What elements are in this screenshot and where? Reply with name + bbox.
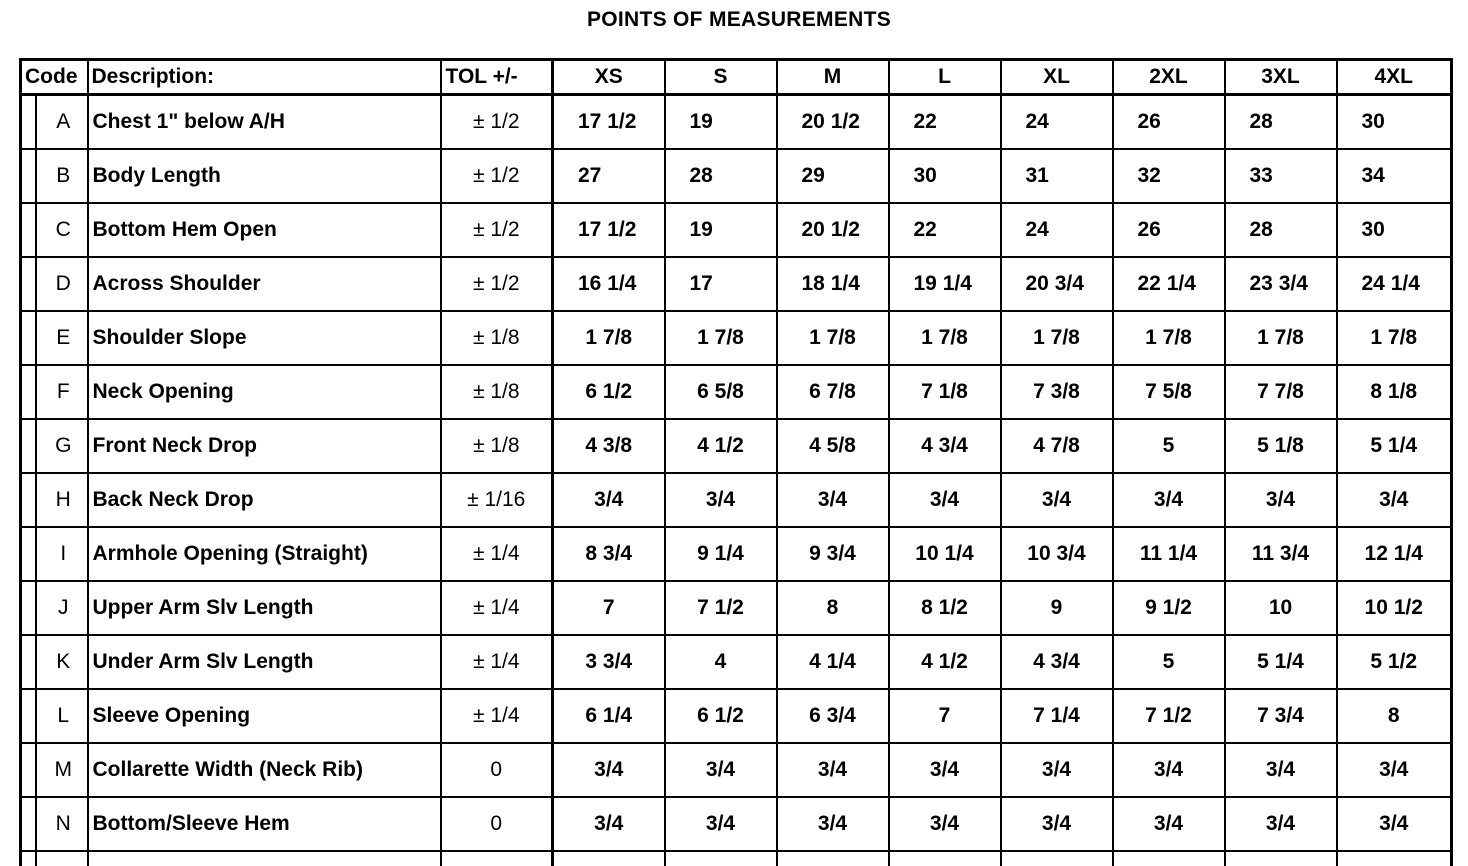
row-divider — [35, 366, 37, 418]
size-value-cell: 29 — [777, 149, 889, 203]
row-code — [21, 419, 88, 473]
row-tolerance: ± 1/8 — [441, 365, 553, 419]
size-value-cell: 3/4 — [1113, 473, 1225, 527]
header-description: Description: — [88, 60, 441, 95]
size-value-cell: 10 — [1225, 581, 1337, 635]
row-description: Bottom Hem Open — [88, 203, 441, 257]
size-value-cell: 3/4 — [1001, 743, 1113, 797]
row-divider — [35, 798, 37, 850]
row-code — [21, 95, 88, 150]
table-row — [21, 365, 1452, 419]
row-description: Upper Arm Slv Length — [88, 581, 441, 635]
row-code-letter: I — [60, 542, 67, 565]
size-value-cell: 4 3/4 — [889, 419, 1001, 473]
row-divider — [35, 204, 37, 256]
size-value-cell: 8 — [777, 581, 889, 635]
size-value-cell: 16 1/4 — [553, 257, 665, 311]
size-value-cell: 3/4 — [777, 797, 889, 851]
row-code-letter: N — [55, 812, 71, 835]
size-value-cell: 11 3/4 — [1225, 527, 1337, 581]
size-value-cell: 7 — [553, 581, 665, 635]
size-value-cell: 1 7/8 — [1225, 311, 1337, 365]
size-value-cell: 5 1/2 — [1337, 635, 1452, 689]
row-code-letter: A — [56, 110, 71, 133]
header-size-4xl: 4XL — [1337, 60, 1452, 95]
size-value-cell: 33 — [1225, 149, 1337, 203]
row-code — [21, 257, 88, 311]
row-tolerance: ± 1/4 — [441, 527, 553, 581]
row-code — [21, 527, 88, 581]
size-value-cell: 3/4 — [553, 473, 665, 527]
table-row — [21, 149, 1452, 203]
row-divider — [35, 474, 37, 526]
size-value-cell: 7 1/2 — [665, 581, 777, 635]
size-value-cell: 4 1/4 — [777, 635, 889, 689]
table-row — [21, 689, 1452, 743]
row-description: Across Shoulder — [88, 257, 441, 311]
size-value-cell: 4 7/8 — [1001, 419, 1113, 473]
row-divider — [35, 528, 37, 580]
row-code-letter: B — [56, 164, 71, 187]
size-value-cell: 4 5/8 — [777, 419, 889, 473]
row-divider — [35, 636, 37, 688]
size-value-cell: 19 — [665, 203, 777, 257]
size-value-cell: 8 3/4 — [553, 527, 665, 581]
row-description: Front Neck Drop — [88, 419, 441, 473]
table-row — [21, 311, 1452, 365]
size-value-cell: 3/4 — [1113, 797, 1225, 851]
row-tolerance: 0 — [441, 743, 553, 797]
size-value-cell: 18 1/4 — [777, 257, 889, 311]
size-value-cell: 4 3/8 — [553, 419, 665, 473]
size-value-cell: 3/4 — [1001, 473, 1113, 527]
row-description: Neck Opening — [88, 365, 441, 419]
size-value-cell: 17 — [665, 257, 777, 311]
size-value-cell: 24 1/4 — [1337, 257, 1452, 311]
size-value-cell: 19 — [665, 95, 777, 150]
size-value-cell: 22 1/4 — [1113, 257, 1225, 311]
size-value-cell: 1 7/8 — [1337, 311, 1452, 365]
size-value-cell: 20 1/2 — [777, 95, 889, 150]
size-value-cell: 3/4 — [665, 743, 777, 797]
size-value-cell: 32 — [1113, 149, 1225, 203]
table-row — [21, 473, 1452, 527]
row-code-letter: L — [57, 704, 70, 727]
table-row — [21, 581, 1452, 635]
page-title: POINTS OF MEASUREMENTS — [586, 8, 892, 31]
row-code — [21, 689, 88, 743]
header-code: Code — [21, 60, 88, 95]
row-description: Armhole Opening (Straight) — [88, 527, 441, 581]
row-code — [21, 473, 88, 527]
size-value-cell: 4 1/2 — [889, 635, 1001, 689]
table-row — [21, 743, 1452, 797]
size-value-cell: 6 1/2 — [665, 689, 777, 743]
size-value-cell: 6 1/4 — [553, 689, 665, 743]
table-row — [21, 203, 1452, 257]
measurement-table — [19, 58, 1453, 866]
table-row — [21, 419, 1452, 473]
row-code — [21, 203, 88, 257]
row-divider — [35, 150, 37, 202]
size-value-cell: 28 — [1225, 203, 1337, 257]
size-value-cell: 8 1/8 — [1337, 365, 1452, 419]
row-tolerance: ± 1/4 — [441, 635, 553, 689]
header-size-2xl: 2XL — [1113, 60, 1225, 95]
size-value-cell: 3/4 — [777, 743, 889, 797]
size-value-cell: 3/4 — [665, 473, 777, 527]
size-value-cell: 10 3/4 — [1001, 527, 1113, 581]
row-tolerance: ± 1/8 — [441, 419, 553, 473]
row-description: Shoulder Slope — [88, 311, 441, 365]
row-tolerance: 0 — [441, 797, 553, 851]
size-value-cell: 6 1/2 — [553, 365, 665, 419]
size-value-cell: 1 7/8 — [553, 311, 665, 365]
size-value-cell: 9 1/4 — [665, 527, 777, 581]
size-value-cell: 24 — [1001, 95, 1113, 150]
header-size-l: L — [889, 60, 1001, 95]
row-tolerance: ± 1/2 — [441, 203, 553, 257]
size-value-cell: 8 1/2 — [889, 581, 1001, 635]
row-description: Bottom/Sleeve Hem — [88, 797, 441, 851]
size-value-cell: 3/4 — [1113, 743, 1225, 797]
size-value-cell: 6 3/4 — [777, 689, 889, 743]
size-value-cell: 7 3/8 — [1001, 365, 1113, 419]
header-size-xs: XS — [553, 60, 665, 95]
row-description: Chest 1" below A/H — [88, 95, 441, 150]
size-value-cell: 11 1/4 — [1113, 527, 1225, 581]
row-code — [21, 311, 88, 365]
row-divider — [35, 582, 37, 634]
size-value-cell: 1 7/8 — [1113, 311, 1225, 365]
row-divider — [35, 744, 37, 796]
size-value-cell: 3/4 — [1225, 473, 1337, 527]
size-value-cell: 26 — [1113, 95, 1225, 150]
row-code-letter: C — [55, 218, 71, 241]
row-divider — [35, 312, 37, 364]
size-value-cell: 17 1/2 — [553, 203, 665, 257]
size-value-cell: 30 — [889, 149, 1001, 203]
size-value-cell: 5 — [1113, 635, 1225, 689]
size-value-cell: 7 5/8 — [1113, 365, 1225, 419]
row-tolerance: ± 1/16 — [441, 473, 553, 527]
size-value-cell: 4 3/4 — [1001, 635, 1113, 689]
header-tolerance: TOL +/- — [441, 60, 553, 95]
row-code-letter: F — [56, 380, 70, 403]
row-tolerance: ± 1/2 — [441, 149, 553, 203]
size-value-cell: 4 — [665, 635, 777, 689]
row-code-letter: E — [56, 326, 71, 349]
size-value-cell: 7 1/2 — [1113, 689, 1225, 743]
measurement-sheet — [19, 58, 1450, 866]
row-description: Back Neck Drop — [88, 473, 441, 527]
header-row — [21, 60, 1452, 95]
table-row — [21, 635, 1452, 689]
size-value-cell: 1 7/8 — [889, 311, 1001, 365]
table-row — [21, 95, 1452, 150]
size-value-cell: 3/4 — [889, 743, 1001, 797]
size-value-cell: 3/4 — [1337, 473, 1452, 527]
size-value-cell: 3/4 — [889, 473, 1001, 527]
row-description: Body Length — [88, 149, 441, 203]
size-value-cell: 10 1/4 — [889, 527, 1001, 581]
size-value-cell: 7 1/4 — [1001, 689, 1113, 743]
size-value-cell: 19 1/4 — [889, 257, 1001, 311]
table-row — [21, 257, 1452, 311]
size-value-cell: 6 7/8 — [777, 365, 889, 419]
size-value-cell: 1 7/8 — [1001, 311, 1113, 365]
size-value-cell: 3/4 — [1225, 743, 1337, 797]
size-value-cell: 7 7/8 — [1225, 365, 1337, 419]
size-value-cell: 9 3/4 — [777, 527, 889, 581]
size-value-cell: 17 1/2 — [553, 95, 665, 150]
row-code-letter: J — [58, 596, 69, 619]
row-code — [21, 581, 88, 635]
size-value-cell: 31 — [1001, 149, 1113, 203]
row-code — [21, 743, 88, 797]
header-size-s: S — [665, 60, 777, 95]
size-value-cell: 9 1/2 — [1113, 581, 1225, 635]
row-tolerance: ± 1/4 — [441, 581, 553, 635]
size-value-cell: 5 1/4 — [1337, 419, 1452, 473]
header-size-m: M — [777, 60, 889, 95]
size-value-cell: 5 1/4 — [1225, 635, 1337, 689]
row-description: Under Arm Slv Length — [88, 635, 441, 689]
size-value-cell: 6 5/8 — [665, 365, 777, 419]
size-value-cell: 3/4 — [889, 797, 1001, 851]
row-code — [21, 635, 88, 689]
size-value-cell: 7 1/8 — [889, 365, 1001, 419]
size-value-cell: 5 1/8 — [1225, 419, 1337, 473]
size-value-cell: 3 3/4 — [553, 635, 665, 689]
table-row — [21, 797, 1452, 851]
size-value-cell: 8 — [1337, 689, 1452, 743]
size-value-cell: 12 1/4 — [1337, 527, 1452, 581]
size-value-cell: 1 7/8 — [777, 311, 889, 365]
size-value-cell: 22 — [889, 203, 1001, 257]
size-value-cell: 3/4 — [777, 473, 889, 527]
row-code — [21, 365, 88, 419]
row-tolerance: ± 1/2 — [441, 95, 553, 150]
row-code-letter: M — [54, 758, 72, 781]
row-divider — [35, 420, 37, 472]
size-value-cell: 28 — [1225, 95, 1337, 150]
size-value-cell: 20 3/4 — [1001, 257, 1113, 311]
size-value-cell: 26 — [1113, 203, 1225, 257]
row-tolerance: ± 1/4 — [441, 689, 553, 743]
row-divider — [35, 258, 37, 310]
size-value-cell: 3/4 — [1337, 743, 1452, 797]
size-value-cell: 3/4 — [553, 743, 665, 797]
table-row — [21, 527, 1452, 581]
row-code-letter: K — [56, 650, 71, 673]
row-code — [21, 797, 88, 851]
size-value-cell: 22 — [889, 95, 1001, 150]
size-value-cell: 27 — [553, 149, 665, 203]
row-description: Collarette Width (Neck Rib) — [88, 743, 441, 797]
size-value-cell: 7 3/4 — [1225, 689, 1337, 743]
row-code-letter: H — [55, 488, 71, 511]
size-value-cell: 7 — [889, 689, 1001, 743]
size-value-cell: 3/4 — [665, 797, 777, 851]
size-value-cell: 1 7/8 — [665, 311, 777, 365]
row-tolerance: ± 1/2 — [441, 257, 553, 311]
size-value-cell: 3/4 — [1337, 797, 1452, 851]
row-divider — [35, 96, 37, 148]
size-value-cell: 4 1/2 — [665, 419, 777, 473]
size-value-cell: 20 1/2 — [777, 203, 889, 257]
size-value-cell: 34 — [1337, 149, 1452, 203]
header-size-3xl: 3XL — [1225, 60, 1337, 95]
size-value-cell: 3/4 — [1225, 797, 1337, 851]
size-value-cell: 9 — [1001, 581, 1113, 635]
size-value-cell: 3/4 — [553, 797, 665, 851]
row-code-letter: G — [55, 434, 72, 457]
size-value-cell: 10 1/2 — [1337, 581, 1452, 635]
header-size-xl: XL — [1001, 60, 1113, 95]
row-description: Sleeve Opening — [88, 689, 441, 743]
size-value-cell: 3/4 — [1001, 797, 1113, 851]
size-value-cell: 5 — [1113, 419, 1225, 473]
size-value-cell: 28 — [665, 149, 777, 203]
size-value-cell: 30 — [1337, 203, 1452, 257]
row-code — [21, 149, 88, 203]
size-value-cell: 30 — [1337, 95, 1452, 150]
row-tolerance: ± 1/8 — [441, 311, 553, 365]
size-value-cell: 24 — [1001, 203, 1113, 257]
row-code-letter: D — [55, 272, 71, 295]
size-value-cell: 23 3/4 — [1225, 257, 1337, 311]
row-divider — [35, 690, 37, 742]
